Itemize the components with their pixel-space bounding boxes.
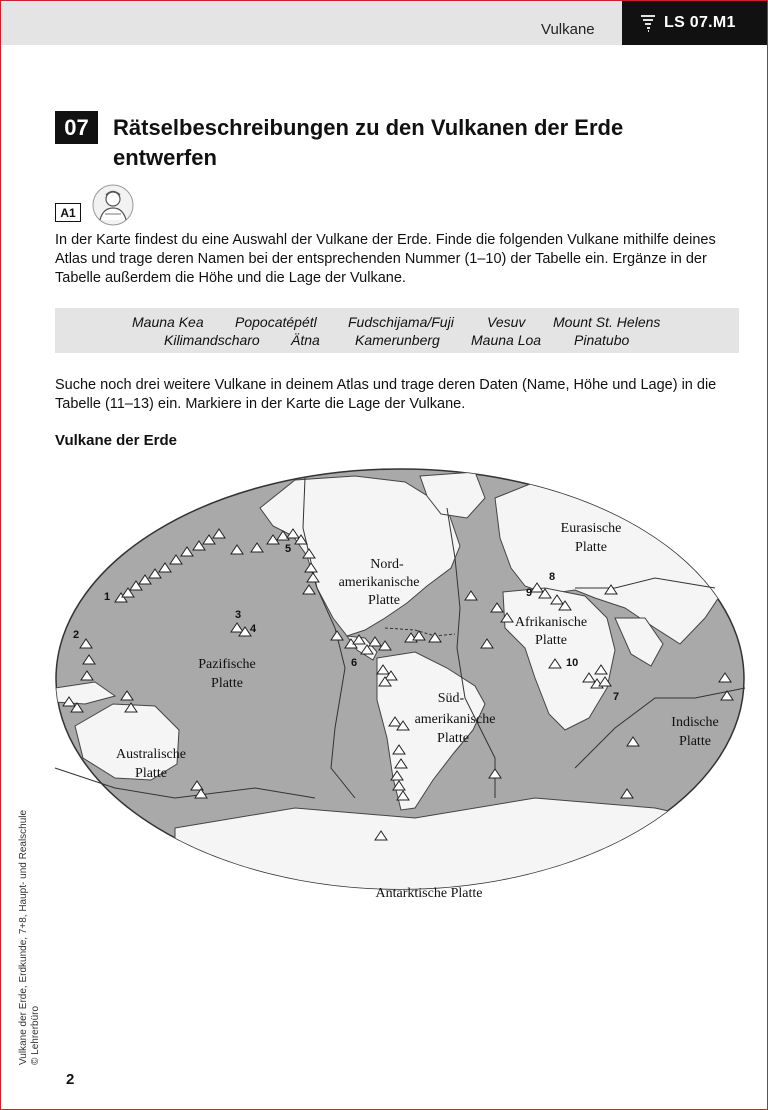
volcano-name: Mauna Loa — [471, 332, 542, 348]
credit-line-2: © Lehrerbüro — [30, 1005, 41, 1065]
plate-label: Platte — [679, 734, 711, 749]
plate-label: Süd- — [437, 691, 465, 706]
search-line-1: Suche noch drei weitere Vulkane in deinem Atlas und trage deren Daten (Name, Höhe und Lage) in die — [55, 377, 717, 393]
volcano-marker-8: 8 — [549, 571, 556, 583]
volcano-name: Popocatépétl — [235, 314, 317, 330]
tornado-icon — [640, 14, 656, 32]
plate-label: Afrikanische — [514, 615, 588, 630]
volcano-marker-9: 9 — [526, 587, 533, 599]
plate-label: Platte — [368, 593, 400, 608]
intro-line-3: Tabelle außerdem die Höhe und die Lage der Vulkane. — [55, 270, 406, 286]
plate-label: amerikanische — [414, 712, 496, 727]
title-line-1: Rätselbeschreibungen zu den Vulkanen der Erde — [113, 115, 624, 140]
side-credit — [18, 810, 42, 1065]
world-map — [55, 468, 745, 901]
plate-label: Eurasische — [560, 521, 622, 536]
plate-label: Australische — [116, 747, 186, 762]
intro-line-1: In der Karte findest du eine Auswahl der Vulkane der Erde. Finde die folgenden Vulkane mithilfe deines — [55, 232, 716, 248]
plate-label: Platte — [135, 766, 167, 781]
volcano-name: Mount St. Helens — [553, 314, 661, 330]
volcano-name: Vesuv — [487, 314, 526, 330]
header-topic: Vulkane — [541, 21, 595, 38]
volcano-marker-6: 6 — [351, 657, 358, 669]
volcano-marker-2: 2 — [73, 629, 80, 641]
page-number: 2 — [66, 1071, 75, 1088]
page-title — [113, 113, 713, 173]
credit-line-1: Vulkane der Erde, Erdkunde, 7+8, Haupt- und Realschule — [18, 809, 29, 1065]
volcano-name: Kilimandscharo — [164, 332, 260, 348]
volcano-list-box — [55, 308, 739, 353]
header-code: LS 07.M1 — [664, 14, 736, 31]
plate-label: Nord- — [370, 557, 404, 572]
volcano-marker-10: 10 — [566, 657, 579, 669]
task-label: A1 — [55, 203, 81, 222]
plate-label: Platte — [437, 731, 469, 746]
intro-line-2: Atlas und trage deren Namen bei der entsprechenden Nummer (1–10) der Tabelle ein. Ergänze in der — [55, 251, 707, 267]
plate-label: amerikanische — [338, 575, 420, 590]
search-line-2: Tabelle (11–13) ein. Markiere in der Karte die Lage der Vulkane. — [55, 396, 466, 412]
task-intro — [55, 231, 745, 288]
volcano-name: Kamerunberg — [355, 332, 440, 348]
volcano-name: Pinatubo — [574, 332, 630, 348]
student-avatar-icon — [91, 184, 135, 226]
volcano-name: Fudschijama/Fuji — [348, 314, 454, 330]
volcano-name: Ätna — [291, 332, 320, 348]
header-code-box — [622, 1, 767, 45]
map-heading: Vulkane der Erde — [55, 432, 177, 449]
plate-label: Pazifische — [198, 657, 256, 672]
plate-label: Platte — [211, 676, 243, 691]
volcano-marker-5: 5 — [285, 543, 292, 555]
plate-label: Antarktische Platte — [375, 886, 483, 901]
volcano-name: Mauna Kea — [132, 314, 204, 330]
title-line-2: entwerfen — [113, 145, 217, 170]
plate-label: Platte — [575, 540, 607, 555]
chapter-number: 07 — [55, 111, 98, 144]
plate-label: Platte — [535, 633, 567, 648]
volcano-marker-1: 1 — [104, 591, 111, 603]
search-instructions — [55, 376, 745, 414]
plate-label: Indische — [671, 715, 719, 730]
volcano-marker-3: 3 — [235, 609, 242, 621]
volcano-marker-4: 4 — [250, 623, 257, 635]
volcano-marker-7: 7 — [613, 691, 620, 703]
